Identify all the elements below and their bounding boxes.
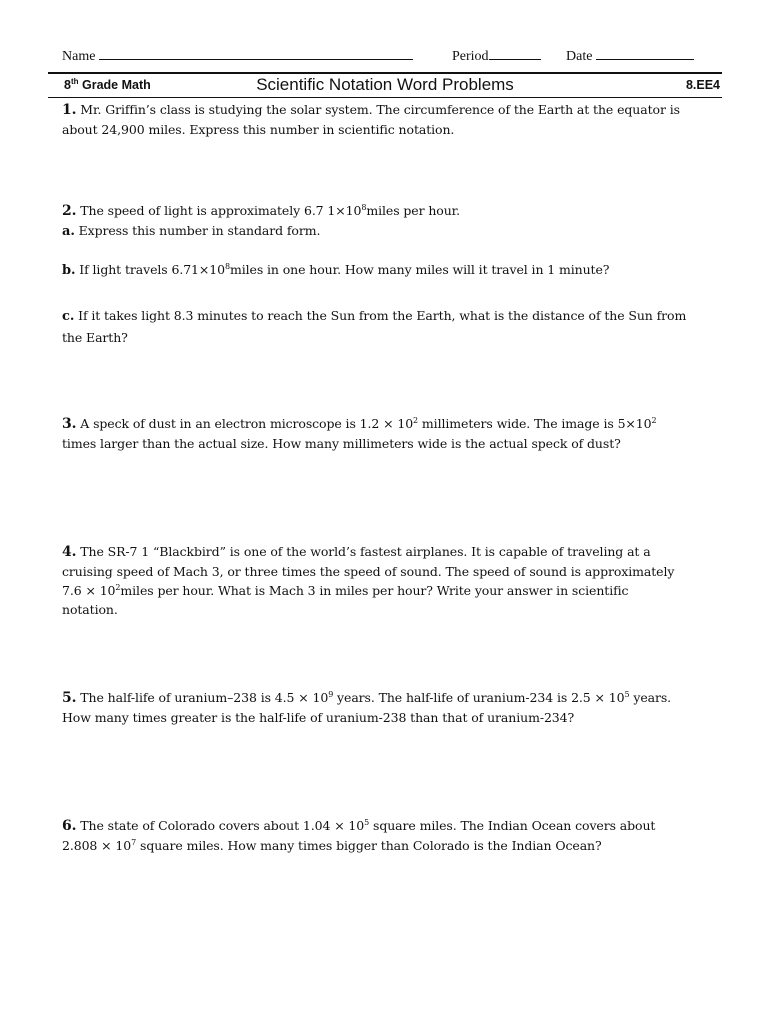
period-blank[interactable] xyxy=(489,47,541,60)
date-label: Date xyxy=(566,49,593,64)
question-number: 3. xyxy=(62,416,77,432)
question-1: 1. Mr. Griffin’s class is studying the solar system. The circumference of the Earth at the equator is about 24,900 miles. Express this number in scientific notation. xyxy=(62,102,680,137)
period-field[interactable] xyxy=(452,47,541,65)
page-title: Scientific Notation Word Problems xyxy=(256,75,514,94)
question-2c: c. If it takes light 8.3 minutes to reach the Sun from the Earth, what is the distance of the Sun from the Earth? xyxy=(62,308,687,345)
question-3: 3. A speck of dust in an electron microscope is $1.2 \times 10^2$ millimeters wide. The image is $5\times 10^2$ times larger than the actual size. How many millimeters wide is the actual speck of dust? xyxy=(62,415,657,451)
standard-code: 8.EE4 xyxy=(685,78,720,92)
grade-label: 8th Grade Math xyxy=(64,76,151,92)
name-label: Name xyxy=(62,49,96,64)
question-number: 2. xyxy=(62,203,77,219)
question-2: 2. The speed of light is approximately 6.7 $1\times 10^8miles$ per hour. a. Express this number in standard form. xyxy=(62,201,712,241)
question-4: 4. The SR-7 1 “Blackbird” is one of the world’s fastest airplanes. It is capable of traveling at a cruising speed of Mach 3, or three times the speed of sound. The speed of sound is approximately $7.6 \times 10^2miles$ per hour. What is Mach 3 in miles per hour? Write your answer in scientific notation. xyxy=(62,544,675,617)
period-label: Period xyxy=(452,49,489,64)
bottom-rule xyxy=(48,97,722,98)
question-2b: b. If light travels $6.71\times 10^8miles$ in one hour. How many miles will it travel in 1 minute? xyxy=(62,261,610,278)
question-number: 5. xyxy=(62,690,77,706)
name-blank[interactable] xyxy=(99,47,413,60)
date-blank[interactable] xyxy=(596,47,694,60)
question-5: 5. The half-life of uranium–238 is $4.5 \times 10^9$ years. The half-life of uranium-234 is $2.5 \times 10^5$ years. How many times greater is the half-life of uranium-238 than that of uranium-234? xyxy=(62,689,672,725)
title-row xyxy=(48,74,722,98)
date-field[interactable] xyxy=(566,47,694,65)
question-6: 6. The state of Colorado covers about $1.04 \times 10^5$ square miles. The Indian Ocean covers about $2.808 \times 10^7$ square miles. How many times bigger than Colorado is the Indian Ocean? xyxy=(62,817,656,853)
question-number: 1. xyxy=(62,102,77,118)
question-number: 4. xyxy=(62,544,77,560)
name-field[interactable] xyxy=(62,47,413,65)
question-number: 6. xyxy=(62,818,77,834)
question-2a: a. Express this number in standard form. xyxy=(62,223,321,239)
